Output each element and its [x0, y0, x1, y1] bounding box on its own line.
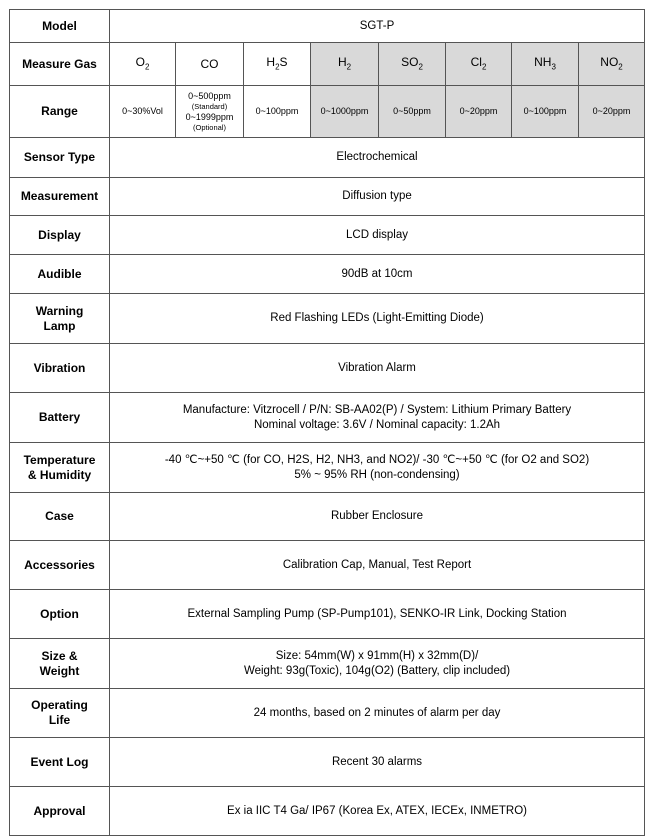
row-warning-lamp [10, 294, 645, 344]
value-warning-lamp: Red Flashing LEDs (Light-Emitting Diode) [110, 294, 645, 344]
label-case: Case [10, 493, 110, 541]
label-approval: Approval [10, 787, 110, 836]
row-accessories [10, 541, 645, 590]
range-h2s: 0~100ppm [244, 86, 311, 138]
range-nh3: 0~100ppm [512, 86, 579, 138]
value-vibration: Vibration Alarm [110, 344, 645, 393]
row-temperature-humidity [10, 443, 645, 493]
spec-table [9, 9, 645, 836]
label-option: Option [10, 590, 110, 639]
label-range: Range [10, 86, 110, 138]
label-display: Display [10, 216, 110, 255]
gas-no2: $NO_2$ [579, 43, 645, 86]
range-cl2: 0~20ppm [446, 86, 512, 138]
gas-nh3: $NH_3$ [512, 43, 579, 86]
value-approval: Ex ia IIC T4 Ga/ IP67 (Korea Ex, ATEX, IECEx, INMETRO) [110, 787, 645, 836]
gas-co: CO [176, 43, 244, 86]
row-case [10, 493, 645, 541]
row-display [10, 216, 645, 255]
row-operating-life [10, 689, 645, 738]
gas-h2: $H_2$ [311, 43, 379, 86]
row-measurement [10, 178, 645, 216]
value-option: External Sampling Pump (SP-Pump101), SENKO-IR Link, Docking Station [110, 590, 645, 639]
value-audible: 90dB at 10cm [110, 255, 645, 294]
gas-h2s: $H_2S$ [244, 43, 311, 86]
label-warning-lamp: Warning Lamp [10, 294, 110, 344]
value-display: LCD display [110, 216, 645, 255]
row-event-log [10, 738, 645, 787]
label-measure-gas: Measure Gas [10, 43, 110, 86]
label-audible: Audible [10, 255, 110, 294]
value-case: Rubber Enclosure [110, 493, 645, 541]
label-battery: Battery [10, 393, 110, 443]
row-range [10, 86, 645, 138]
label-accessories: Accessories [10, 541, 110, 590]
value-size-weight: Size: 54mm(W) x 91mm(H) x 32mm(D)/ Weight: 93g(Toxic), 104g(O2) (Battery, clip included) [110, 639, 645, 689]
gas-cl2: $Cl_2$ [446, 43, 512, 86]
range-o2: 0~30%Vol [110, 86, 176, 138]
label-sensor-type: Sensor Type [10, 138, 110, 178]
gas-so2: $SO_2$ [379, 43, 446, 86]
label-event-log: Event Log [10, 738, 110, 787]
value-accessories: Calibration Cap, Manual, Test Report [110, 541, 645, 590]
row-approval [10, 787, 645, 836]
range-no2: 0~20ppm [579, 86, 645, 138]
gas-o2: $O_2$ [110, 43, 176, 86]
range-so2: 0~50ppm [379, 86, 446, 138]
value-event-log: Recent 30 alarms [110, 738, 645, 787]
value-sensor-type: Electrochemical [110, 138, 645, 178]
row-sensor-type [10, 138, 645, 178]
value-model: SGT-P [110, 10, 645, 43]
row-battery [10, 393, 645, 443]
row-model [10, 10, 645, 43]
range-h2: 0~1000ppm [311, 86, 379, 138]
label-size-weight: Size & Weight [10, 639, 110, 689]
value-temperature-humidity: -40 ℃~+50 ℃ (for CO, H2S, H2, NH3, and NO2)/ -30 ℃~+50 ℃ (for O2 and SO2) 5% ~ 95% RH (non-condensing) [110, 443, 645, 493]
label-measurement: Measurement [10, 178, 110, 216]
label-operating-life: Operating Life [10, 689, 110, 738]
value-measurement: Diffusion type [110, 178, 645, 216]
row-option [10, 590, 645, 639]
value-battery: Manufacture: Vitzrocell / P/N: SB-AA02(P) / System: Lithium Primary Battery Nominal voltage: 3.6V / Nominal capacity: 1.2Ah [110, 393, 645, 443]
row-size-weight [10, 639, 645, 689]
row-measure-gas [10, 43, 645, 86]
label-model: Model [10, 10, 110, 43]
row-audible [10, 255, 645, 294]
row-vibration [10, 344, 645, 393]
range-co: 0~500ppm (Standard) 0~1999ppm (Optional) [176, 86, 244, 138]
value-operating-life: 24 months, based on 2 minutes of alarm per day [110, 689, 645, 738]
label-vibration: Vibration [10, 344, 110, 393]
label-temperature-humidity: Temperature & Humidity [10, 443, 110, 493]
